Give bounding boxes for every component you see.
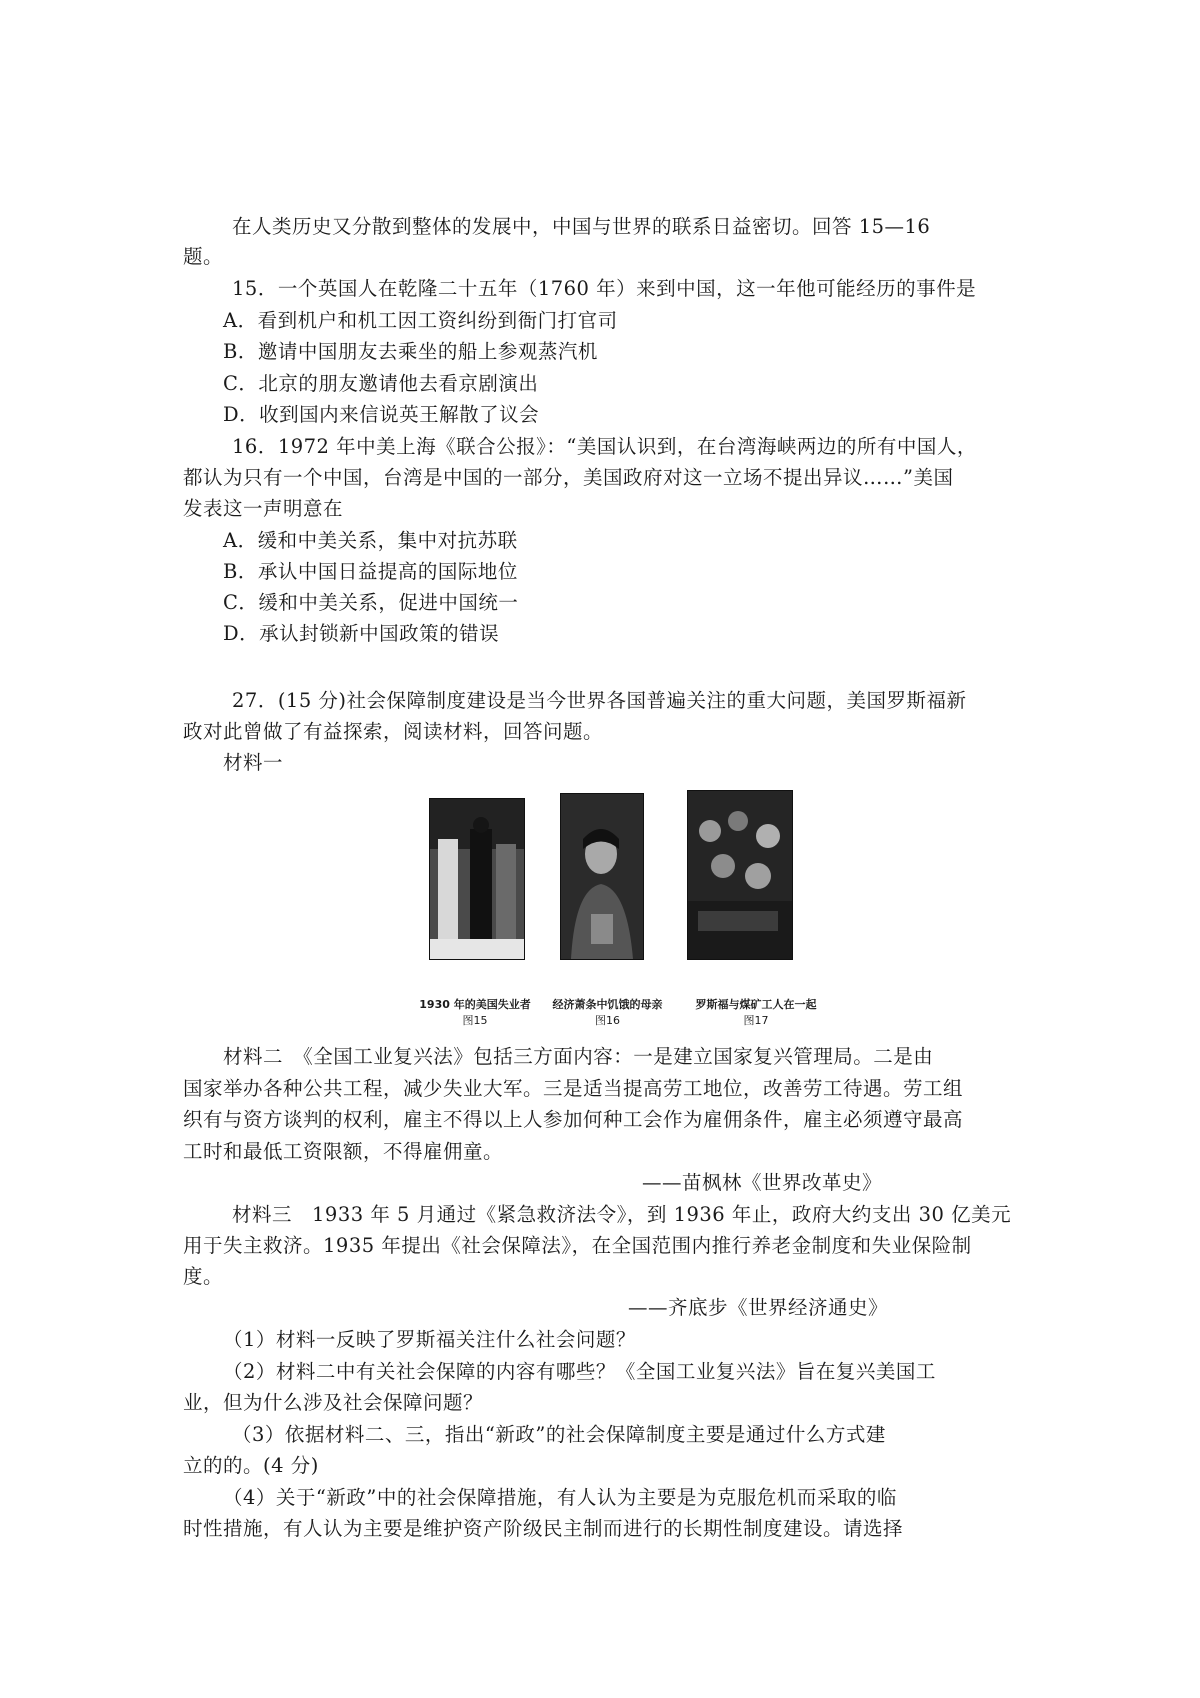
figure-15-number: 图15 (462, 1014, 488, 1027)
q16-option-d: D．承认封锁新中国政策的错误 (223, 622, 500, 645)
figure-17-number: 图17 (743, 1014, 769, 1027)
figure-15-caption: 1930 年的美国失业者 (419, 998, 531, 1011)
figure-15 (415, 790, 535, 1025)
q16-stem-line-3: 发表这一声明意在 (183, 497, 344, 520)
figure-16 (540, 790, 675, 1025)
hungry-mother-photo-image (561, 794, 643, 959)
q27-part-2-line-1: （2）材料二中有关社会保障的内容有哪些？《全国工业复兴法》旨在复兴美国工 (223, 1360, 936, 1383)
q15-option-c: C．北京的朋友邀请他去看京剧演出 (223, 372, 539, 395)
material-3-line-2: 用于失主救济。1935 年提出《社会保障法》，在全国范围内推行养老金制度和失业保险制 (183, 1234, 972, 1257)
q15-option-b: B．邀请中国朋友去乘坐的船上参观蒸汽机 (223, 340, 598, 363)
material-2-source: ——苗枫林《世界改革史》 (642, 1171, 883, 1194)
material-2-line-2: 国家举办各种公共工程，减少失业大军。三是适当提高劳工地位，改善劳工待遇。劳工组 (183, 1077, 964, 1100)
q16-option-b: B．承认中国日益提高的国际地位 (223, 560, 518, 583)
hungry-mother-photo (560, 793, 644, 960)
figure-16-caption: 经济萧条中饥饿的母亲 (552, 998, 663, 1011)
material-2-line-4: 工时和最低工资限额，不得雇佣童。 (183, 1140, 504, 1163)
intro-line-1: 在人类历史又分散到整体的发展中，中国与世界的联系日益密切。回答 15—16 (232, 215, 931, 238)
roosevelt-miners-photo-image (688, 791, 792, 959)
figure-17 (677, 790, 835, 1025)
q27-part-3-line-1: （3）依据材料二、三，指出“新政”的社会保障制度主要是通过什么方式建 (232, 1423, 886, 1446)
q27-stem-line-1: 27．(15 分)社会保障制度建设是当今世界各国普遍关注的重大问题，美国罗斯福新 (232, 689, 967, 712)
q27-part-3-line-2: 立的的。(4 分) (183, 1454, 319, 1477)
q27-part-4-line-1: （4）关于“新政”中的社会保障措施，有人认为主要是为克服危机而采取的临 (223, 1486, 897, 1509)
figure-17-caption: 罗斯福与煤矿工人在一起 (695, 998, 817, 1011)
q27-part-1: （1）材料一反映了罗斯福关注什么社会问题？ (223, 1328, 636, 1351)
material-3-source: ——齐底步《世界经济通史》 (628, 1296, 889, 1319)
roosevelt-miners-photo (687, 790, 793, 960)
material-3-line-3: 度。 (183, 1265, 224, 1288)
figure-16-number: 图16 (595, 1014, 620, 1027)
q15-option-a: A．看到机户和机工因工资纠纷到衙门打官司 (223, 309, 618, 332)
material-3-line-1: 材料三 1933 年 5 月通过《紧急救济法令》，到 1936 年止，政府大约支出 30 亿美元 (232, 1203, 1012, 1226)
material-1-figures (415, 790, 835, 1025)
q15-stem: 15．一个英国人在乾隆二十五年（1760 年）来到中国，这一年他可能经历的事件是 (232, 277, 977, 300)
q16-stem-line-1: 16．1972 年中美上海《联合公报》：“美国认识到，在台湾海峡两边的所有中国人， (232, 435, 977, 458)
unemployed-photo (429, 798, 525, 960)
intro-line-2: 题。 (183, 245, 224, 268)
q27-stem-line-2: 政对此曾做了有益探索，阅读材料，回答问题。 (183, 720, 604, 743)
q16-stem-line-2: 都认为只有一个中国，台湾是中国的一部分，美国政府对这一立场不提出异议……”美国 (183, 466, 954, 489)
material-2-line-1: 材料二 《全国工业复兴法》包括三方面内容：一是建立国家复兴管理局。二是由 (223, 1045, 934, 1068)
q16-option-a: A．缓和中美关系，集中对抗苏联 (223, 529, 518, 552)
q16-option-c: C．缓和中美关系，促进中国统一 (223, 591, 519, 614)
unemployed-photo-image (430, 799, 524, 959)
q27-part-4-line-2: 时性措施，有人认为主要是维护资产阶级民主制而进行的长期性制度建设。请选择 (183, 1517, 904, 1540)
material-1-label: 材料一 (223, 751, 284, 774)
material-2-line-3: 织有与资方谈判的权利，雇主不得以上人参加何种工会作为雇佣条件，雇主必须遵守最高 (183, 1108, 964, 1131)
q27-part-2-line-2: 业，但为什么涉及社会保障问题？ (183, 1391, 484, 1414)
q15-option-d: D．收到国内来信说英王解散了议会 (223, 403, 540, 426)
